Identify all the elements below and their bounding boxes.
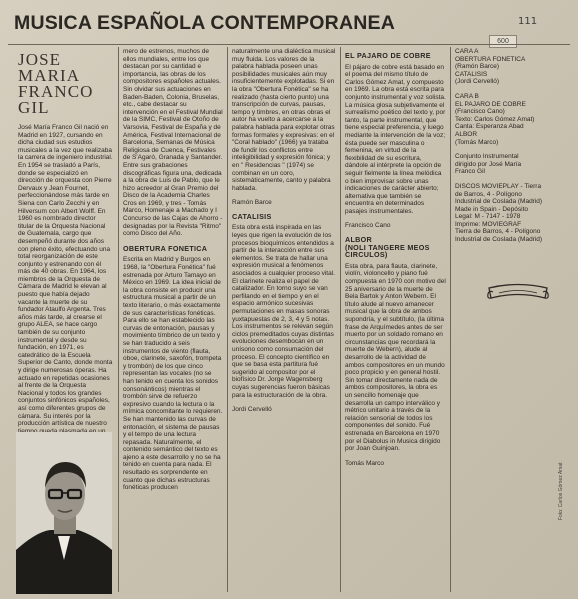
section-title-albor: ALBOR (NOLI TANGERE MEOS CIRCULOS)	[345, 235, 430, 260]
column-divider	[450, 47, 451, 592]
ensemble-credit: Conjunto Instrumental dirigido por José María Franco Gil	[455, 153, 522, 176]
signature-cervello: Jordi Cervelló	[232, 406, 272, 414]
obertura-continuation: naturalmente una dialéctica musical muy fluida. Los valores de la palabra hablada poseen unas posibilidades musicales aún muy insuficientemente explotadas. Si en la obra "Obertura Fonética" se ha realizado (hasta cierto punto) una transcripción de curvas, pausas, tempo y timbres, en otras obras el autor ha vuelto a acercarse a la palabra hablada para explotar otras formas formales y expresivas: en el "Coral hablado" (1966) ya trataba de fundir los conflictos entre inteligibilidad y expresión fónica; y en " Residencias " (1974) se combinan en un coro, sistemáticamente, canto y palabra hablada.	[232, 48, 336, 192]
side-b-tracklist: CARA B EL PAJARO DE COBRE (Francisco Cano) Texto: Carlos Gómez Amat) Canta: Esperanza Abad ALBOR (Tomás Marco)	[455, 92, 535, 146]
catalisis-notes: Esta obra está inspirada en las leyes que rigen la evolución de los procesos bioquímicos entendidos a partir de la interacción entre sus elementos. Se trata de hallar una expresión musical a fenómenos asociados a cualquier proceso vital. El clarinete realiza el papel de catalizador. En torno suyo se van perfilando en el tiempo y en el espacio armónico sucesivas permutaciones en masas sonoras yuxtapuestas de 2, 3, 4 y 5 notas. Los instrumentos se relevan según ciclos premeditados cuyas distintas evoluciones desembocan en un unísono como consumación del proceso. El concepto científico en que se basa esta partitura fué sugerido al compositor por el biofísico Dr. Jorge Wagensberg cuyas sugerencias fueron básicas para la estructuración de la obra.	[232, 224, 335, 399]
albor-notes: Esta obra, para flauta, clarinete, violín, violoncello y piano fué compuesta en 1970 con motivo del 25 aniversario de la muerte de Bela Bartok y Anton Webern. El título alude al nuevo amanecer musical que la obra de ambos supondría, y el subtítulo, (la última frase de Arquímedes antes de ser muerto por un soldado romano en circunstancias que recordará la muerte de Webern), alude al desarrollo de la actividad de ambos compositores en un mundo poco propicio y en general hostil. Sin tomar directamente nada de ambos compositores, la obra es un sencillo homenaje que desarrolla un campo interválico y métrico unitario a través de la relación sensorial de todos los componentes del sonido. Fué estrenada en Barcelona en 1970 por el Diabolus in Musica dirigido por Joan Guinjoan.	[345, 262, 446, 453]
handwritten-note: 111	[518, 16, 538, 27]
pajaro-notes: El pájaro de cobre está basado en el poema del mismo título de Carlos Gómez Amat, y compuesto en 1969. La obra está escrita para conjunto instrumental y voz solista. La música glosa subjetivamente el surrealismo poético del texto y, por tanto, la parte instrumental, que tiene especial preferencia, y luego mediante la intervención de la voz; ésta puede ser masculina o femenina, en virtud de la flexibilidad de su escritura, dándole al intérprete la opción de seguir fielmente la línea melódica o bien improvisar sobre unas indicaciones de carácter abierto; alternativa que también se encuentra en determinados pasajes instrumentales.	[345, 63, 446, 215]
signature-marco: Tomás Marco	[345, 459, 385, 467]
page-title: MUSICA ESPAÑOLA CONTEMPORANEA	[14, 12, 396, 34]
price-tag: 600	[489, 35, 517, 48]
movieplay-scroll-logo-icon	[485, 282, 551, 309]
bio-column	[18, 48, 113, 432]
side-a-tracklist: CARA A OBERTURA FONETICA (Ramón Barce) CATALISIS (Jordi Cervelló)	[455, 48, 526, 86]
section-title-catalisis: CATALISIS	[232, 211, 272, 221]
photo-credit: Foto: Carlos Gómez Amat	[558, 462, 564, 520]
text-column-4	[345, 48, 446, 593]
portrait-image	[16, 432, 112, 594]
conductor-photo	[16, 432, 112, 594]
signature-cano: Francisco Cano	[345, 222, 391, 230]
section-title-obertura: OBERTURA FONETICA	[123, 243, 208, 253]
column-divider	[118, 47, 119, 592]
obertura-notes: Escrita en Madrid y Burgos en 1968, la "Obertura Fonética" fué estrenada por Arturo Tamayo en México en 1969. La idea inicial de la obra consiste en producir una estructura musical a partir de un texto literario, o más exactamente de sus características fonéticas. Para ello se han establecido las curvas de entonación, pausas y movimiento tímbrico de un texto y se han traducido a seis instrumentos de viento (flauta, oboe, clarinete, saxofón, trompeta y trombón) de los que cinco representan las vocales (no se han tenido en cuenta los sonidos consonánticos) mientras el trombón sirve de refuerzo expresivo cuando la lectura o la mímica concomitante lo requieren. Se han mantenido las curvas de entonación, el sistema de pausas y el tempo de una lectura repasada. Naturalmente, el contenido semántico del texto es ajeno a este desarrollo y no se ha tenido en cuenta para nada. El resultado es sorprendente en cuanto que dichas estructuras fonéticas producen	[123, 256, 223, 492]
signature-barce: Ramón Barce	[232, 199, 272, 207]
label-info: DISCOS MOVIEPLAY - Tierra de Barros, 4 - Polígono Industrial de Coslada (Madrid) Made in Spain - Depósito Legal: M - 7147 - 1978 Imprime: MOVIEGRAF Tierra de Barros, 4 - Polígono Industrial de Coslada (Madrid)	[455, 182, 543, 244]
tracklist-column	[455, 48, 567, 593]
section-title-pajaro: EL PAJARO DE COBRE	[345, 51, 431, 60]
text-column-2	[123, 48, 223, 593]
conductor-name: JOSE MARIA FRANCO GIL	[18, 50, 94, 117]
header-rule	[8, 44, 570, 45]
bio-continuation: mero de estrenos, muchos de ellos mundiales, entre los que destacan por su cantidad e importancia, las obras de los compositores españoles actuales. Sin olvidar sus actuaciones en Baden-Baden, Colonia, Bruselas, etc., cabe destacar su intervención en el Festival Mundial de la SIMC, Festival de Otoño de Varsovia, Festival de España y de América, Festival Internacional de Barcelona, Semanas de Música Religiosa de Cuenca, Festivales de S'Agaró, Granada y Santander. Entre sus grabaciones discográficas figura una, dedicada a la obra de Luis de Pablo, que le hizo acreedor al Gran Premio del Disco de la Academia Charles Cros en 1969, y tres - Tomás Marco, Homenaje a Machado y I Concurso de las Cajas de Ahorro - designadas por la Revista "Ritmo" como Disco del Año.	[123, 48, 223, 238]
conductor-bio: José María Franco Gil nació en Madrid en 1927, cursando en dicha ciudad sus estudios musicales a la vez que realizaba la carrera de ingeniero industrial. En 1954 se trasladó a París, donde se especializó en dirección de orquesta con Pierre Dervaux y Jean Fournet, perfeccionándose más tarde en Siena con Carlo Zecchi y en Hilversum con Albert Wolff. En 1960 es nombrado director titular de la Orquesta Nacional de Guatemala, cargo que desempeñó durante dos años con pleno éxito, efectuando una total reorganización de este conjunto y estrenando con él más de 40 obras. En 1964, los miembros de la Orquesta de Cámara de Madrid le elevan al puesto que había dejado vacante la muerte de su fundador Ataulfo Argenta. Tres años más tarde, al crearse el grupo ALEA, se hace cargo también de su conjunto instrumental y desde su fundación, en 1971, es catedrático de la Escuela Superior de Canto, donde monta y dirige numerosas óperas. Ha actuado en repetidas ocasiones al frente de la Orquesta Nacional y todos los grandes conjuntos sinfónicos españoles, así como diferentes grupos de cámara. Su interés por la producción artística de nuestro	[18, 124, 113, 428]
column-divider	[340, 47, 341, 592]
text-column-3	[232, 48, 336, 593]
column-divider	[227, 47, 228, 592]
